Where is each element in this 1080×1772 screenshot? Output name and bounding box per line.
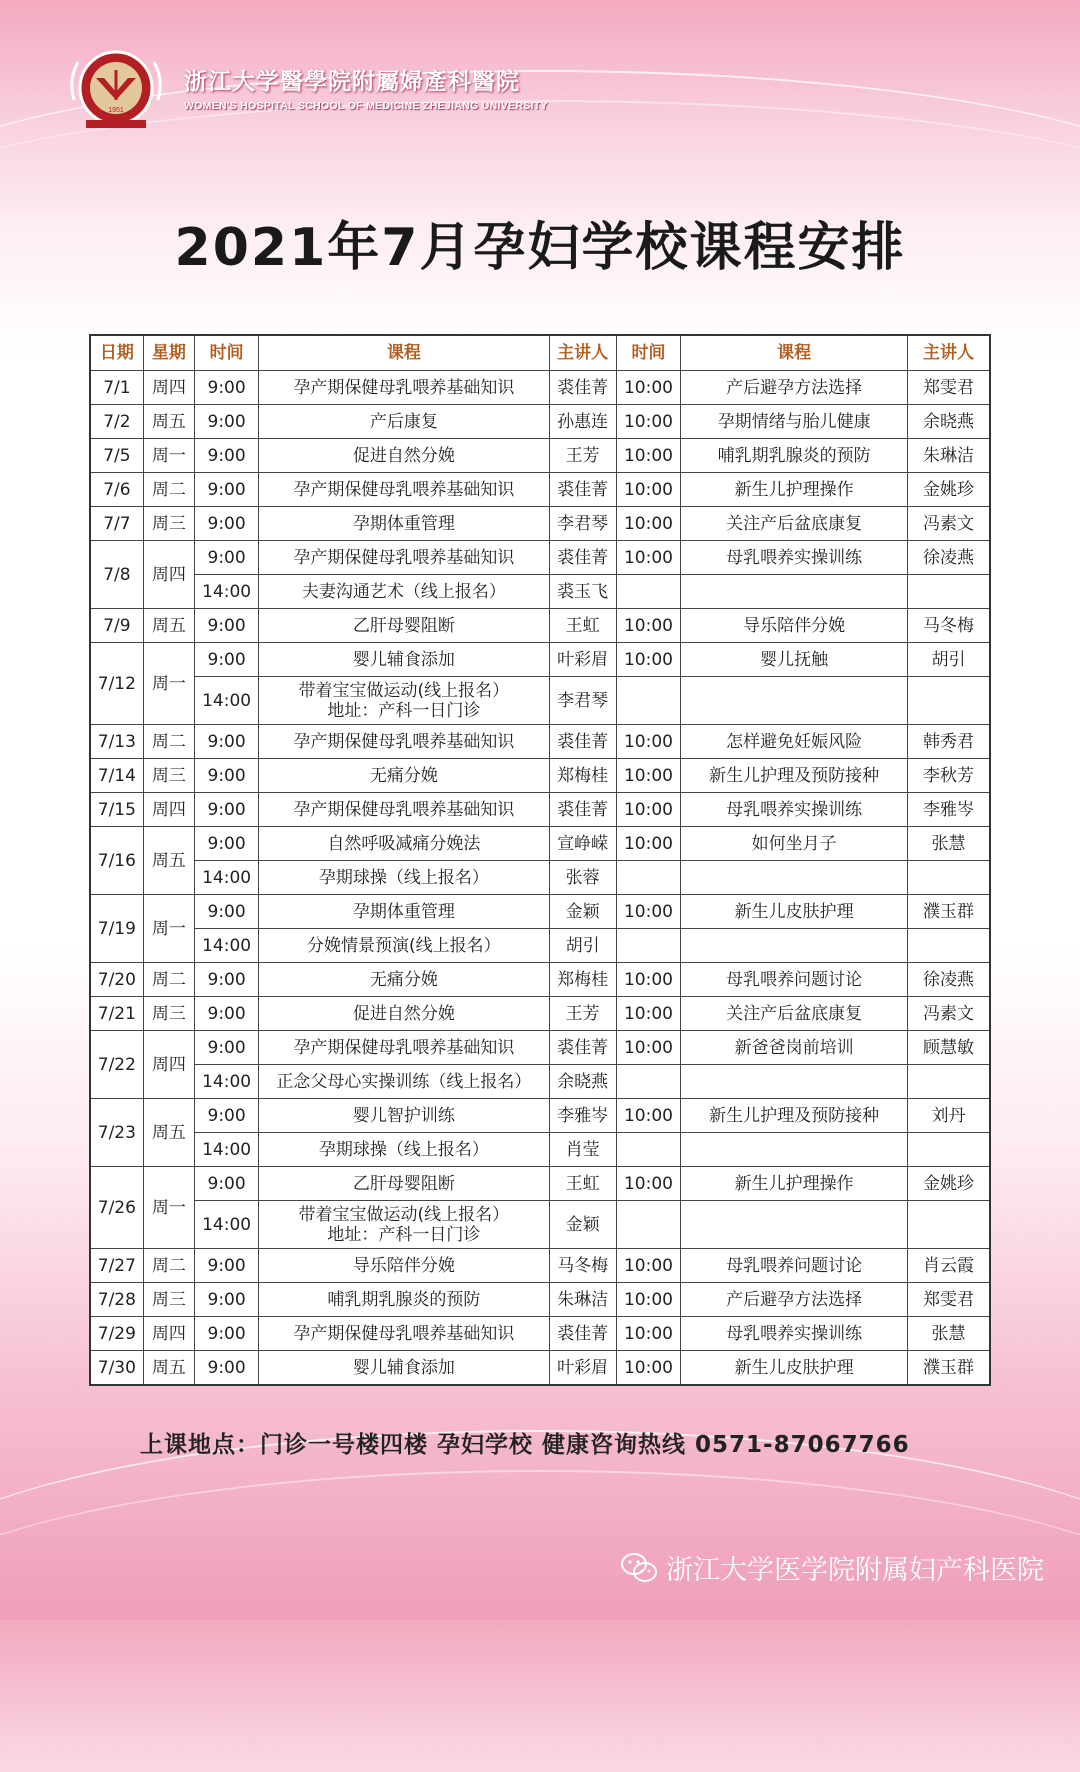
speaker-cell: 郑雯君 [908, 1283, 990, 1317]
speaker-cell: 濮玉群 [908, 1351, 990, 1386]
course-cell: 母乳喂养实操训练 [681, 1317, 908, 1351]
course-cell: 母乳喂养实操训练 [681, 541, 908, 575]
weekday-cell: 周三 [143, 1283, 194, 1317]
date-cell: 7/21 [90, 997, 143, 1031]
time-cell: 10:00 [616, 997, 680, 1031]
column-header: 时间 [616, 335, 680, 371]
time-cell: 10:00 [616, 1099, 680, 1133]
course-cell [681, 1065, 908, 1099]
table-row [90, 725, 990, 759]
time-cell: 10:00 [616, 963, 680, 997]
speaker-cell: 裘佳菁 [549, 793, 616, 827]
time-cell: 14:00 [194, 677, 258, 725]
speaker-cell: 濮玉群 [908, 895, 990, 929]
time-cell: 10:00 [616, 1249, 680, 1283]
speaker-cell: 张慧 [908, 1317, 990, 1351]
weekday-cell: 周一 [143, 1167, 194, 1249]
time-cell: 10:00 [616, 793, 680, 827]
date-cell: 7/13 [90, 725, 143, 759]
speaker-cell: 徐凌燕 [908, 541, 990, 575]
course-cell: 导乐陪伴分娩 [681, 609, 908, 643]
time-cell: 9:00 [194, 963, 258, 997]
speaker-cell: 金颖 [549, 1201, 616, 1249]
date-cell: 7/30 [90, 1351, 143, 1386]
speaker-cell: 马冬梅 [908, 609, 990, 643]
speaker-cell: 刘丹 [908, 1099, 990, 1133]
time-cell: 10:00 [616, 1351, 680, 1386]
speaker-cell: 张蓉 [549, 861, 616, 895]
date-cell: 7/15 [90, 793, 143, 827]
speaker-cell: 裘佳菁 [549, 1317, 616, 1351]
course-cell: 母乳喂养问题讨论 [681, 963, 908, 997]
time-cell: 9:00 [194, 1351, 258, 1386]
course-cell: 关注产后盆底康复 [681, 997, 908, 1031]
time-cell: 14:00 [194, 1065, 258, 1099]
time-cell: 10:00 [616, 507, 680, 541]
speaker-cell: 冯素文 [908, 507, 990, 541]
column-header: 日期 [90, 335, 143, 371]
course-cell [681, 861, 908, 895]
course-cell [259, 1201, 549, 1249]
time-cell: 10:00 [616, 725, 680, 759]
course-cell: 孕产期保健母乳喂养基础知识 [259, 473, 549, 507]
background-wave [0, 1470, 1080, 1772]
speaker-cell: 余晓燕 [908, 405, 990, 439]
course-cell: 孕期球操（线上报名） [259, 1133, 549, 1167]
date-cell: 7/28 [90, 1283, 143, 1317]
course-cell: 如何坐月子 [681, 827, 908, 861]
time-cell: 9:00 [194, 1283, 258, 1317]
speaker-cell: 李雅岑 [908, 793, 990, 827]
date-cell: 7/29 [90, 1317, 143, 1351]
course-cell: 新爸爸岗前培训 [681, 1031, 908, 1065]
date-cell: 7/8 [90, 541, 143, 609]
weekday-cell: 周四 [143, 541, 194, 609]
time-cell [616, 575, 680, 609]
speaker-cell [908, 575, 990, 609]
table-row [90, 759, 990, 793]
time-cell: 9:00 [194, 609, 258, 643]
weekday-cell: 周一 [143, 895, 194, 963]
time-cell: 10:00 [616, 827, 680, 861]
column-header: 课程 [259, 335, 549, 371]
course-cell: 孕产期保健母乳喂养基础知识 [259, 793, 549, 827]
hospital-logo [66, 40, 166, 135]
date-cell: 7/6 [90, 473, 143, 507]
time-cell: 9:00 [194, 643, 258, 677]
weekday-cell: 周五 [143, 1099, 194, 1167]
speaker-cell: 余晓燕 [549, 1065, 616, 1099]
speaker-cell: 李雅岑 [549, 1099, 616, 1133]
time-cell: 9:00 [194, 759, 258, 793]
speaker-cell: 叶彩眉 [549, 643, 616, 677]
speaker-cell: 裘佳菁 [549, 541, 616, 575]
course-cell: 导乐陪伴分娩 [259, 1249, 549, 1283]
table-row [90, 963, 990, 997]
time-cell: 10:00 [616, 609, 680, 643]
course-cell: 产后避孕方法选择 [681, 1283, 908, 1317]
time-cell: 10:00 [616, 895, 680, 929]
time-cell: 10:00 [616, 1317, 680, 1351]
time-cell: 9:00 [194, 1249, 258, 1283]
column-header: 课程 [681, 335, 908, 371]
table-row [90, 1317, 990, 1351]
date-cell: 7/16 [90, 827, 143, 895]
date-cell: 7/7 [90, 507, 143, 541]
weekday-cell: 周五 [143, 827, 194, 895]
time-cell [616, 929, 680, 963]
speaker-cell: 王芳 [549, 997, 616, 1031]
table-row [90, 405, 990, 439]
table-row [90, 1031, 990, 1065]
table-row [90, 1099, 990, 1133]
time-cell: 10:00 [616, 1167, 680, 1201]
course-cell [681, 1133, 908, 1167]
course-address: 地址：产科一日门诊 [327, 700, 481, 721]
time-cell [616, 1201, 680, 1249]
course-cell: 婴儿辅食添加 [259, 1351, 549, 1386]
time-cell [616, 861, 680, 895]
date-cell: 7/12 [90, 643, 143, 725]
table-row [90, 861, 990, 895]
time-cell: 9:00 [194, 439, 258, 473]
speaker-cell [908, 1065, 990, 1099]
course-cell: 哺乳期乳腺炎的预防 [259, 1283, 549, 1317]
date-cell: 7/14 [90, 759, 143, 793]
course-cell: 自然呼吸减痛分娩法 [259, 827, 549, 861]
time-cell: 9:00 [194, 827, 258, 861]
hospital-name-en: WOMEN'S HOSPITAL SCHOOL OF MEDICINE ZHEJIANG UNIVERSITY [184, 100, 548, 112]
time-cell: 9:00 [194, 895, 258, 929]
date-cell: 7/27 [90, 1249, 143, 1283]
course-cell: 怎样避免妊娠风险 [681, 725, 908, 759]
speaker-cell: 顾慧敏 [908, 1031, 990, 1065]
course-title: 带着宝宝做运动(线上报名） [298, 1204, 510, 1225]
weekday-cell: 周三 [143, 759, 194, 793]
table-row [90, 793, 990, 827]
weekday-cell: 周一 [143, 643, 194, 725]
speaker-cell: 裘佳菁 [549, 1031, 616, 1065]
time-cell: 9:00 [194, 371, 258, 405]
hospital-name-cn: 浙江大学醫學院附屬婦產科醫院 [184, 68, 520, 95]
time-cell: 14:00 [194, 575, 258, 609]
time-cell: 9:00 [194, 541, 258, 575]
time-cell [616, 1065, 680, 1099]
speaker-cell: 金姚珍 [908, 1167, 990, 1201]
time-cell: 14:00 [194, 1201, 258, 1249]
course-cell: 婴儿抚触 [681, 643, 908, 677]
course-cell: 正念父母心实操训练（线上报名） [259, 1065, 549, 1099]
column-header: 星期 [143, 335, 194, 371]
time-cell: 9:00 [194, 997, 258, 1031]
time-cell: 10:00 [616, 1031, 680, 1065]
table-row [90, 575, 990, 609]
column-header: 主讲人 [549, 335, 616, 371]
table-header-row [90, 335, 990, 371]
speaker-cell: 李君琴 [549, 507, 616, 541]
date-cell: 7/9 [90, 609, 143, 643]
weekday-cell: 周二 [143, 473, 194, 507]
column-header: 时间 [194, 335, 258, 371]
table-row [90, 541, 990, 575]
course-schedule-table [89, 334, 991, 1386]
speaker-cell: 胡引 [549, 929, 616, 963]
course-cell: 孕期情绪与胎儿健康 [681, 405, 908, 439]
speaker-cell: 裘佳菁 [549, 371, 616, 405]
time-cell: 10:00 [616, 541, 680, 575]
time-cell: 14:00 [194, 1133, 258, 1167]
course-cell [681, 575, 908, 609]
course-cell: 新生儿护理操作 [681, 1167, 908, 1201]
time-cell: 10:00 [616, 371, 680, 405]
date-cell: 7/20 [90, 963, 143, 997]
class-location-footer: 上课地点：门诊一号楼四楼 孕妇学校 健康咨询热线 0571-87067766 [140, 1432, 910, 1458]
course-cell: 促进自然分娩 [259, 997, 549, 1031]
speaker-cell: 孙惠连 [549, 405, 616, 439]
weekday-cell: 周四 [143, 1031, 194, 1099]
course-cell: 新生儿护理操作 [681, 473, 908, 507]
course-cell: 无痛分娩 [259, 759, 549, 793]
time-cell: 9:00 [194, 725, 258, 759]
speaker-cell: 马冬梅 [549, 1249, 616, 1283]
course-cell [259, 677, 549, 725]
speaker-cell: 徐凌燕 [908, 963, 990, 997]
course-cell: 母乳喂养实操训练 [681, 793, 908, 827]
background-wave [0, 1430, 1080, 1752]
course-cell: 孕产期保健母乳喂养基础知识 [259, 371, 549, 405]
time-cell: 10:00 [616, 439, 680, 473]
speaker-cell [908, 1133, 990, 1167]
time-cell: 9:00 [194, 405, 258, 439]
speaker-cell: 朱琳洁 [549, 1283, 616, 1317]
weekday-cell: 周五 [143, 1351, 194, 1386]
table-row [90, 643, 990, 677]
weekday-cell: 周四 [143, 1317, 194, 1351]
date-cell: 7/19 [90, 895, 143, 963]
course-cell: 无痛分娩 [259, 963, 549, 997]
speaker-cell: 朱琳洁 [908, 439, 990, 473]
table-row [90, 473, 990, 507]
wechat-watermark [620, 1548, 1044, 1587]
time-cell: 9:00 [194, 793, 258, 827]
course-cell: 新生儿皮肤护理 [681, 895, 908, 929]
course-cell: 产后康复 [259, 405, 549, 439]
time-cell: 10:00 [616, 643, 680, 677]
speaker-cell: 肖莹 [549, 1133, 616, 1167]
speaker-cell: 郑雯君 [908, 371, 990, 405]
date-cell: 7/2 [90, 405, 143, 439]
speaker-cell: 李君琴 [549, 677, 616, 725]
table-row [90, 827, 990, 861]
speaker-cell: 金颖 [549, 895, 616, 929]
speaker-cell: 金姚珍 [908, 473, 990, 507]
course-title: 带着宝宝做运动(线上报名） [298, 680, 510, 701]
time-cell: 9:00 [194, 507, 258, 541]
table-row [90, 1201, 990, 1249]
course-cell: 乙肝母婴阻断 [259, 609, 549, 643]
date-cell: 7/23 [90, 1099, 143, 1167]
course-cell: 乙肝母婴阻断 [259, 1167, 549, 1201]
course-cell: 新生儿皮肤护理 [681, 1351, 908, 1386]
table-row [90, 677, 990, 725]
course-cell: 孕期体重管理 [259, 895, 549, 929]
weekday-cell: 周二 [143, 725, 194, 759]
course-cell: 新生儿护理及预防接种 [681, 1099, 908, 1133]
course-cell: 新生儿护理及预防接种 [681, 759, 908, 793]
weekday-cell: 周五 [143, 609, 194, 643]
hospital-header [66, 40, 548, 135]
course-cell: 母乳喂养问题讨论 [681, 1249, 908, 1283]
course-cell: 产后避孕方法选择 [681, 371, 908, 405]
time-cell: 10:00 [616, 759, 680, 793]
weekday-cell: 周二 [143, 963, 194, 997]
date-cell: 7/1 [90, 371, 143, 405]
course-cell: 孕期体重管理 [259, 507, 549, 541]
time-cell: 9:00 [194, 1031, 258, 1065]
time-cell: 9:00 [194, 1317, 258, 1351]
speaker-cell: 张慧 [908, 827, 990, 861]
time-cell: 10:00 [616, 405, 680, 439]
time-cell [616, 677, 680, 725]
table-row [90, 929, 990, 963]
speaker-cell [908, 861, 990, 895]
course-cell: 夫妻沟通艺术（线上报名） [259, 575, 549, 609]
table-row [90, 609, 990, 643]
course-cell: 促进自然分娩 [259, 439, 549, 473]
column-header: 主讲人 [908, 335, 990, 371]
table-row [90, 1351, 990, 1386]
course-cell: 孕产期保健母乳喂养基础知识 [259, 541, 549, 575]
speaker-cell [908, 929, 990, 963]
table-row [90, 895, 990, 929]
course-cell: 关注产后盆底康复 [681, 507, 908, 541]
weekday-cell: 周五 [143, 405, 194, 439]
table-row [90, 1283, 990, 1317]
speaker-cell: 冯素文 [908, 997, 990, 1031]
speaker-cell: 郑梅桂 [549, 759, 616, 793]
date-cell: 7/26 [90, 1167, 143, 1249]
date-cell: 7/22 [90, 1031, 143, 1099]
weekday-cell: 周二 [143, 1249, 194, 1283]
weekday-cell: 周三 [143, 507, 194, 541]
speaker-cell: 郑梅桂 [549, 963, 616, 997]
weekday-cell: 周三 [143, 997, 194, 1031]
table-row [90, 439, 990, 473]
time-cell: 10:00 [616, 473, 680, 507]
page-title: 2021年7月孕妇学校课程安排 [174, 218, 906, 278]
wechat-icon [620, 1551, 658, 1585]
course-address: 地址：产科一日门诊 [327, 1224, 481, 1245]
time-cell [616, 1133, 680, 1167]
speaker-cell [908, 1201, 990, 1249]
course-cell: 孕产期保健母乳喂养基础知识 [259, 725, 549, 759]
course-cell: 分娩情景预演(线上报名） [259, 929, 549, 963]
speaker-cell: 王芳 [549, 439, 616, 473]
speaker-cell: 王虹 [549, 609, 616, 643]
watermark-text: 浙江大学医学院附属妇产科医院 [666, 1555, 1044, 1586]
weekday-cell: 周四 [143, 371, 194, 405]
course-cell [681, 929, 908, 963]
speaker-cell: 王虹 [549, 1167, 616, 1201]
time-cell: 14:00 [194, 861, 258, 895]
weekday-cell: 周四 [143, 793, 194, 827]
table-row [90, 1249, 990, 1283]
course-cell: 婴儿智护训练 [259, 1099, 549, 1133]
svg-text:1951: 1951 [108, 107, 124, 114]
course-cell: 孕产期保健母乳喂养基础知识 [259, 1031, 549, 1065]
speaker-cell [908, 677, 990, 725]
table-row [90, 1167, 990, 1201]
time-cell: 10:00 [616, 1283, 680, 1317]
time-cell: 9:00 [194, 473, 258, 507]
time-cell: 9:00 [194, 1099, 258, 1133]
speaker-cell: 胡引 [908, 643, 990, 677]
speaker-cell: 裘佳菁 [549, 725, 616, 759]
course-cell: 哺乳期乳腺炎的预防 [681, 439, 908, 473]
weekday-cell: 周一 [143, 439, 194, 473]
course-cell [681, 677, 908, 725]
time-cell: 9:00 [194, 1167, 258, 1201]
table-row [90, 371, 990, 405]
speaker-cell: 裘玉飞 [549, 575, 616, 609]
speaker-cell: 裘佳菁 [549, 473, 616, 507]
date-cell: 7/5 [90, 439, 143, 473]
speaker-cell: 叶彩眉 [549, 1351, 616, 1386]
table-row [90, 1065, 990, 1099]
speaker-cell: 宣峥嵘 [549, 827, 616, 861]
speaker-cell: 肖云霞 [908, 1249, 990, 1283]
schedule-body [90, 371, 990, 1386]
course-cell [681, 1201, 908, 1249]
course-cell: 孕产期保健母乳喂养基础知识 [259, 1317, 549, 1351]
table-row [90, 1133, 990, 1167]
speaker-cell: 李秋芳 [908, 759, 990, 793]
course-cell: 婴儿辅食添加 [259, 643, 549, 677]
time-cell: 14:00 [194, 929, 258, 963]
speaker-cell: 韩秀君 [908, 725, 990, 759]
table-row [90, 507, 990, 541]
course-cell: 孕期球操（线上报名） [259, 861, 549, 895]
table-row [90, 997, 990, 1031]
hospital-logo-emblem-icon [66, 40, 166, 135]
